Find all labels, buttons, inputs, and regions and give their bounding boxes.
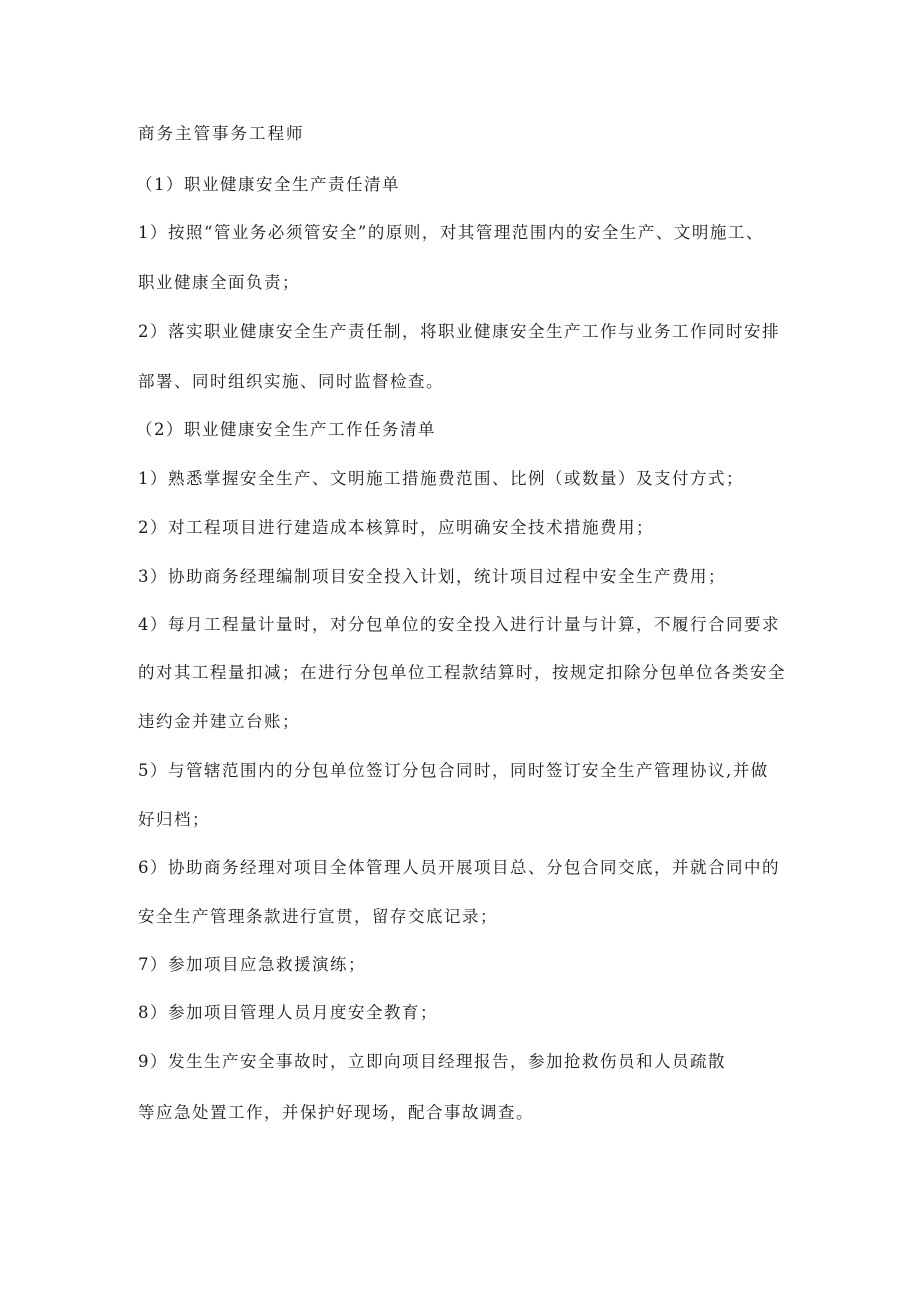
paragraph-line: 5）与管辖范围内的分包单位签订分包合同时，同时签订安全生产管理协议,并做 bbox=[138, 761, 769, 780]
paragraph-line: 2）对工程项目进行建造成本核算时，应明确安全技术措施费用； bbox=[138, 518, 654, 537]
paragraph-line: 8）参加项目管理人员月度安全教育； bbox=[138, 1003, 438, 1022]
paragraph-line: 1）熟悉掌握安全生产、文明施工措施费范围、比例（或数量）及支付方式； bbox=[138, 469, 744, 488]
paragraph-line: 9）发生生产安全事故时，立即向项目经理报告，参加抢救伤员和人员疏散 bbox=[138, 1052, 726, 1071]
document-title: 商务主管事务工程师 bbox=[138, 124, 305, 143]
paragraph-line: 好归档； bbox=[138, 810, 210, 829]
paragraph-line: 4）每月工程量计量时，对分包单位的安全投入进行计量与计算，不履行合同要求 bbox=[138, 615, 780, 634]
paragraph-line: 等应急处置工作，并保护好现场，配合事故调查。 bbox=[138, 1103, 534, 1122]
paragraph-line: 安全生产管理条款进行宣贯，留存交底记录； bbox=[138, 907, 498, 926]
paragraph-line: 3）协助商务经理编制项目安全投入计划，统计项目过程中安全生产费用； bbox=[138, 567, 726, 586]
section-heading-responsibility-list: （1）职业健康安全生产责任清单 bbox=[136, 175, 400, 194]
paragraph-line: 职业健康全面负责； bbox=[138, 273, 300, 292]
paragraph-line: 1）按照“管业务必须管安全”的原则，对其管理范围内的安全生产、文明施工、 bbox=[138, 223, 764, 242]
paragraph-line: 6）协助商务经理对项目全体管理人员开展项目总、分包合同交底，并就合同中的 bbox=[138, 858, 780, 877]
paragraph-line: 违约金并建立台账； bbox=[138, 712, 300, 731]
paragraph-line: 部署、同时组织实施、同时监督检查。 bbox=[138, 372, 444, 391]
section-heading-task-list: （2）职业健康安全生产工作任务清单 bbox=[136, 420, 436, 439]
paragraph-line: 的对其工程量扣减；在进行分包单位工程款结算时，按规定扣除分包单位各类安全 bbox=[138, 663, 786, 682]
paragraph-line: 7）参加项目应急救援演练； bbox=[138, 955, 366, 974]
paragraph-line: 2）落实职业健康安全生产责任制，将职业健康安全生产工作与业务工作同时安排 bbox=[138, 322, 780, 341]
